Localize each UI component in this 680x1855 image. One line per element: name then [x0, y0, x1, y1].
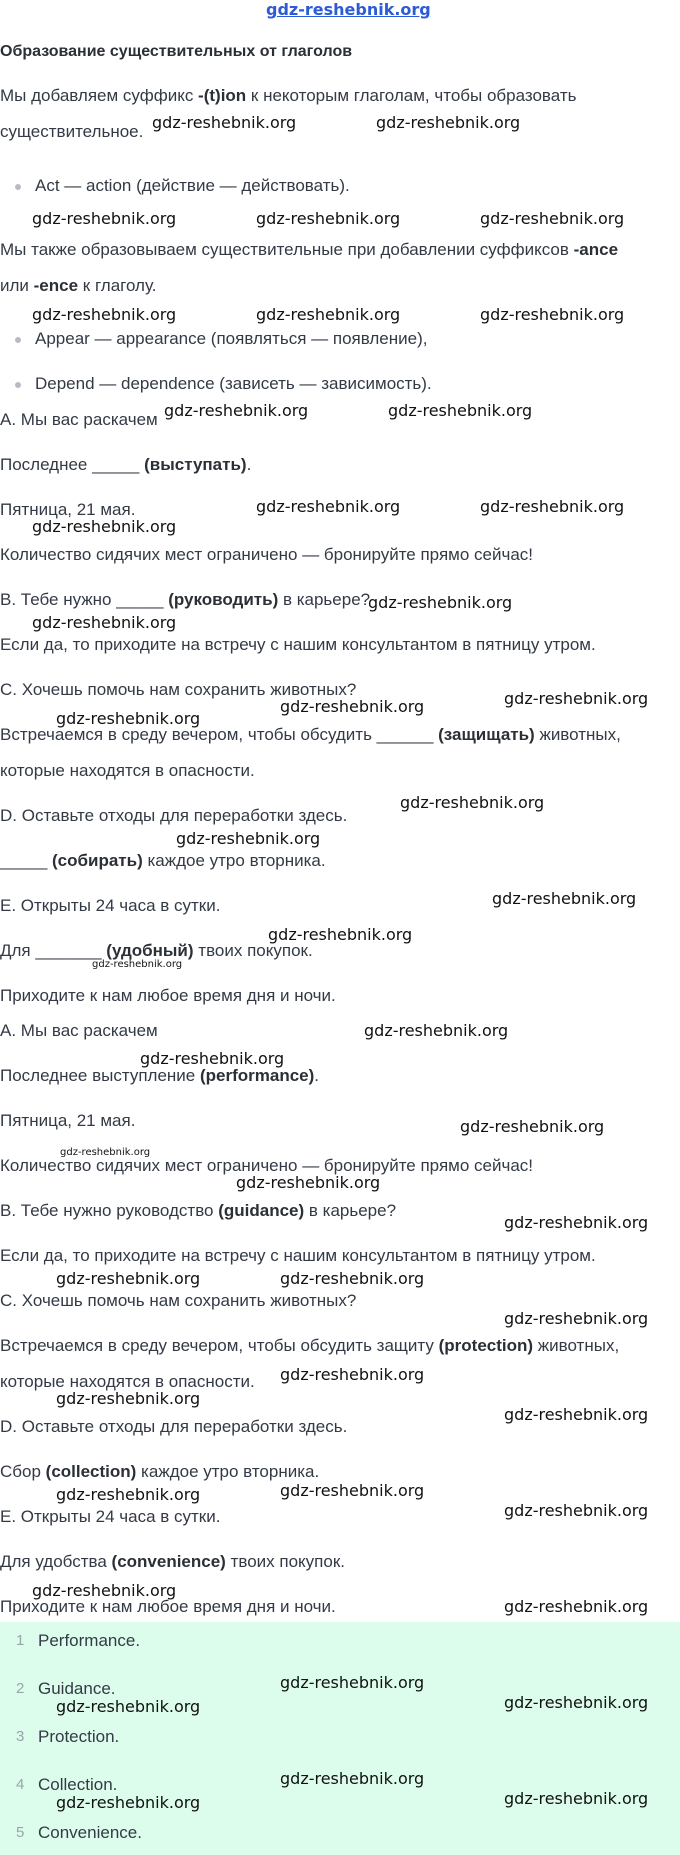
solution-d-line-2: Сбор (collection) каждое утро вторника. — [0, 1462, 320, 1481]
watermark: gdz-reshebnik.org — [268, 925, 413, 944]
task-b-line-2: Если да, то приходите на встречу с нашим консультантом в пятницу утром. — [0, 635, 596, 654]
watermark: gdz-reshebnik.org — [32, 209, 177, 228]
bullet-dot — [15, 382, 21, 388]
watermark: gdz-reshebnik.org — [504, 689, 649, 708]
watermark: gdz-reshebnik.org — [56, 1793, 201, 1812]
watermark: gdz-reshebnik.org — [152, 113, 297, 132]
answer-number: 2 — [16, 1680, 25, 1697]
watermark: gdz-reshebnik.org — [32, 305, 177, 324]
answer-text: Convenience. — [38, 1823, 142, 1842]
para2-line-2: или -ence к глаголу. — [0, 276, 157, 295]
answer-text: Collection. — [38, 1775, 118, 1794]
solution-a-line-2: Последнее выступление (performance). — [0, 1066, 320, 1085]
watermark: gdz-reshebnik.org — [504, 1693, 649, 1712]
watermark: gdz-reshebnik.org — [164, 401, 309, 420]
page-title: Образование существительных от глаголов — [0, 43, 353, 60]
solution-e-line-1: E. Открыты 24 часа в сутки. — [0, 1507, 221, 1526]
watermark: gdz-reshebnik.org — [256, 209, 401, 228]
solution-c-line-3: которые находятся в опасности. — [0, 1372, 255, 1391]
list-item: Appear — appearance (появляться — появление), — [35, 329, 428, 348]
watermark: gdz-reshebnik.org — [480, 305, 625, 324]
task-e-line-2: Для _______ (удобный) твоих покупок. — [0, 941, 313, 960]
task-e-line-3: Приходите к нам любое время дня и ночи. — [0, 986, 336, 1005]
solution-b-line-2: Если да, то приходите на встречу с нашим консультантом в пятницу утром. — [0, 1246, 596, 1265]
answer-text: Protection. — [38, 1727, 120, 1746]
answer-number: 1 — [16, 1632, 25, 1649]
para2-line-1: Мы также образовываем существительные при добавлении суффиксов -ance — [0, 240, 619, 259]
watermark: gdz-reshebnik.org — [280, 1365, 425, 1384]
solution-e-line-3: Приходите к нам любое время дня и ночи. — [0, 1597, 336, 1616]
solution-d-line-1: D. Оставьте отходы для переработки здесь. — [0, 1417, 348, 1436]
watermark: gdz-reshebnik.org — [504, 1789, 649, 1808]
watermark: gdz-reshebnik.org — [56, 1697, 201, 1716]
bullet-dot — [15, 184, 21, 190]
solution-c-line-2: Встречаемся в среду вечером, чтобы обсудить защиту (protection) животных, — [0, 1336, 620, 1355]
solution-a-line-3: Пятница, 21 мая. — [0, 1111, 136, 1130]
bullet-dot — [15, 337, 21, 343]
watermark: gdz-reshebnik.org — [280, 697, 425, 716]
watermark: gdz-reshebnik.org — [56, 1485, 201, 1504]
watermark: gdz-reshebnik.org — [504, 1405, 649, 1424]
watermark: gdz-reshebnik.org — [56, 1269, 201, 1288]
watermark: gdz-reshebnik.org — [460, 1117, 605, 1136]
task-a-line-1: A. Мы вас раскачем — [0, 410, 158, 429]
watermark: gdz-reshebnik.org — [376, 113, 521, 132]
task-c-line-3: которые находятся в опасности. — [0, 761, 255, 780]
intro-line-2: существительное. — [0, 122, 144, 141]
task-d-line-1: D. Оставьте отходы для переработки здесь. — [0, 806, 348, 825]
watermark: gdz-reshebnik.org — [280, 1673, 425, 1692]
watermark: gdz-reshebnik.org — [504, 1501, 649, 1520]
list-item: Act — action (действие — действовать). — [35, 176, 350, 195]
answer-text: Performance. — [38, 1631, 141, 1650]
watermark: gdz-reshebnik.org — [32, 1581, 177, 1600]
solution-e-line-2: Для удобства (convenience) твоих покупок. — [0, 1552, 345, 1571]
answer-text: Guidance. — [38, 1679, 116, 1698]
task-a-line-3: Пятница, 21 мая. — [0, 500, 136, 519]
site-link[interactable]: gdz-reshebnik.org — [266, 0, 431, 19]
watermark: gdz-reshebnik.org — [140, 1049, 285, 1068]
watermark: gdz-reshebnik.org — [32, 517, 177, 536]
watermark: gdz-reshebnik.org — [504, 1309, 649, 1328]
watermark: gdz-reshebnik.org — [32, 613, 177, 632]
watermark: gdz-reshebnik.org — [480, 497, 625, 516]
task-c-line-1: C. Хочешь помочь нам сохранить животных? — [0, 680, 357, 699]
solution-c-line-1: C. Хочешь помочь нам сохранить животных? — [0, 1291, 357, 1310]
solution-b-line-1: B. Тебе нужно руководство (guidance) в карьере? — [0, 1201, 397, 1220]
watermark: gdz-reshebnik.org — [368, 593, 513, 612]
watermark: gdz-reshebnik.org — [504, 1213, 649, 1232]
watermark: gdz-reshebnik.org — [236, 1173, 381, 1192]
answer-number: 5 — [16, 1824, 25, 1841]
watermark: gdz-reshebnik.org — [400, 793, 545, 812]
task-e-line-1: E. Открыты 24 часа в сутки. — [0, 896, 221, 915]
watermark: gdz-reshebnik.org — [56, 709, 201, 728]
watermark: gdz-reshebnik.org — [504, 1597, 649, 1616]
watermark: gdz-reshebnik.org — [92, 959, 183, 970]
list-item: Depend — dependence (зависеть — зависимость). — [35, 374, 432, 393]
watermark: gdz-reshebnik.org — [280, 1769, 425, 1788]
task-d-line-2: _____ (собирать) каждое утро вторника. — [0, 851, 326, 870]
watermark: gdz-reshebnik.org — [176, 829, 321, 848]
solution-a-line-1: A. Мы вас раскачем — [0, 1021, 158, 1040]
answers-block — [0, 1622, 680, 1855]
intro-line-1: Мы добавляем суффикс -(t)ion к некоторым глаголам, чтобы образовать — [0, 86, 577, 105]
task-a-line-2: Последнее _____ (выступать). — [0, 455, 252, 474]
task-b-line-1: B. Тебе нужно _____ (руководить) в карьере? — [0, 590, 371, 609]
watermark: gdz-reshebnik.org — [280, 1269, 425, 1288]
watermark: gdz-reshebnik.org — [480, 209, 625, 228]
task-a-line-4: Количество сидячих мест ограничено — бронируйте прямо сейчас! — [0, 545, 534, 564]
solution-a-line-4: Количество сидячих мест ограничено — бронируйте прямо сейчас! — [0, 1156, 534, 1175]
watermark: gdz-reshebnik.org — [364, 1021, 509, 1040]
watermark: gdz-reshebnik.org — [56, 1389, 201, 1408]
watermark: gdz-reshebnik.org — [280, 1481, 425, 1500]
watermark: gdz-reshebnik.org — [256, 305, 401, 324]
task-c-line-2: Встречаемся в среду вечером, чтобы обсудить ______ (защищать) животных, — [0, 725, 621, 744]
answer-number: 3 — [16, 1728, 25, 1745]
watermark: gdz-reshebnik.org — [492, 889, 637, 908]
watermark: gdz-reshebnik.org — [60, 1147, 151, 1158]
answer-number: 4 — [16, 1776, 25, 1793]
watermark: gdz-reshebnik.org — [388, 401, 533, 420]
watermark: gdz-reshebnik.org — [256, 497, 401, 516]
